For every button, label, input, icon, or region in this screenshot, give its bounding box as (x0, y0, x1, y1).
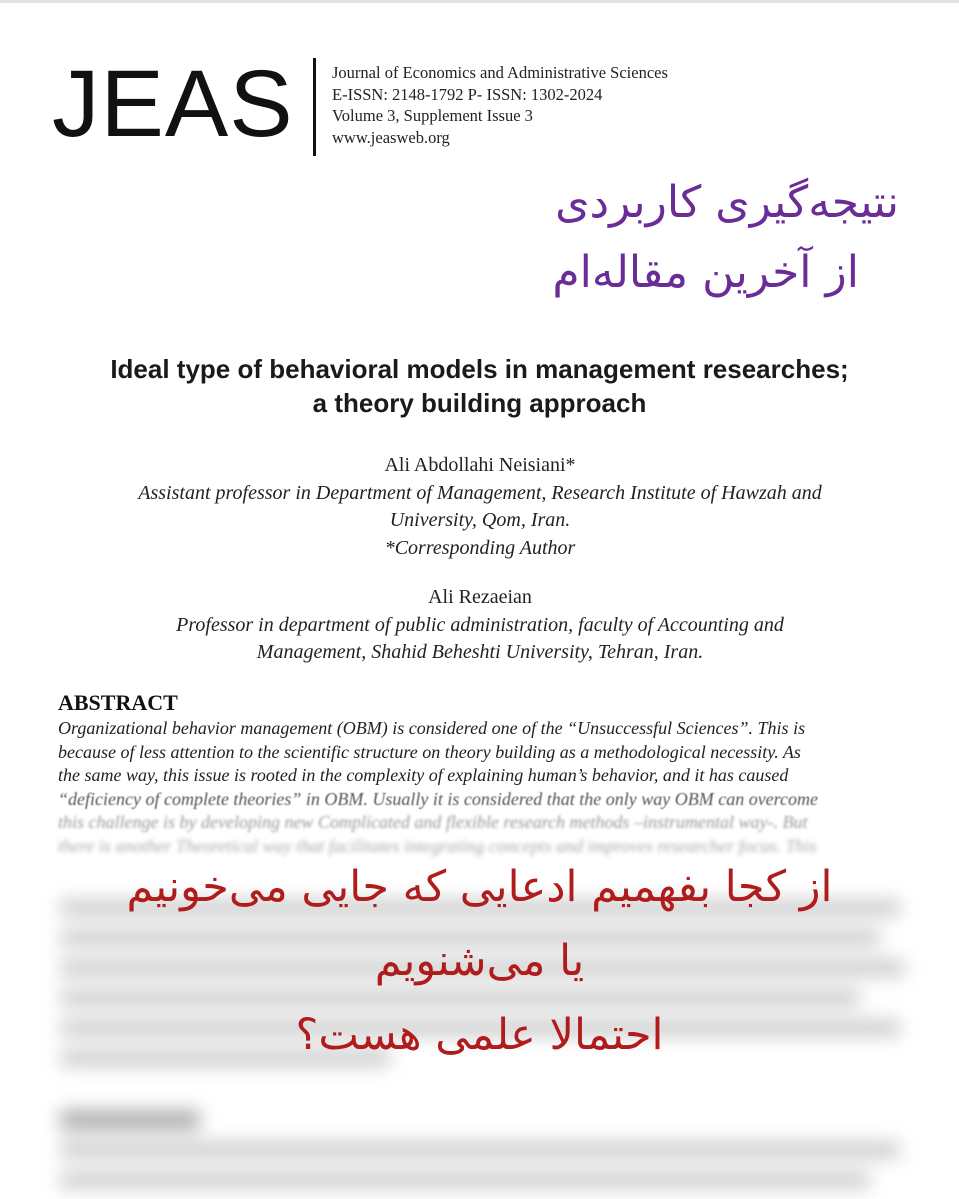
author-block (40, 452, 920, 667)
abstract-line: there is another Theoretical way that facilitates integrating concepts and improves researcher focus. This (58, 835, 817, 856)
top-border (0, 0, 959, 3)
caption-top-line1: نتیجه‌گیری کاربردی (555, 177, 899, 228)
caption-bottom-line2: یا می‌شنویم (374, 936, 585, 986)
journal-name: Journal of Economics and Administrative Sciences (332, 63, 668, 82)
author1-affiliation-line2: University, Qom, Iran. (389, 509, 571, 531)
author2-affiliation-line2: Management, Shahid Beheshti University, Tehran, Iran. (256, 641, 704, 663)
paper-title-line2: a theory building approach (312, 388, 647, 418)
abstract-line: the same way, this issue is rooted in the complexity of explaining human’s behavior, and it has caused (58, 765, 789, 785)
journal-volume: Volume 3, Supplement Issue 3 (332, 106, 533, 125)
abstract-line: because of less attention to the scientific structure on theory building as a methodological necessity. As (58, 741, 801, 762)
caption-bottom-line1: از کجا بفهمیم ادعایی که جایی می‌خونیم (126, 862, 833, 912)
caption-bottom-line3: احتمالا علمی هست؟ (295, 1010, 664, 1060)
author2-affiliation-line1: Professor in department of public administration, faculty of Accounting and (176, 613, 784, 636)
abstract-heading: ABSTRACT (58, 690, 178, 715)
blurred-line (60, 1142, 900, 1158)
abstract-text (58, 717, 903, 858)
caption-bottom (0, 850, 959, 1072)
logo-divider (313, 58, 316, 156)
journal-issn: E-ISSN: 2148-1792 P- ISSN: 1302-2024 (332, 84, 603, 104)
caption-top-line2: از آخرین مقاله‌ام (552, 247, 859, 298)
blurred-line (60, 1172, 870, 1188)
corresponding-author-note: *Corresponding Author (384, 536, 576, 559)
journal-logo: JEAS (52, 51, 294, 157)
blurred-heading (60, 1110, 200, 1130)
author2-name: Ali Rezaeian (428, 586, 532, 608)
journal-website: www.jeasweb.org (332, 127, 450, 147)
abstract-line: this challenge is by developing new Complicated and flexible research methods –instrumental way-. But (58, 812, 808, 832)
abstract-line: “deficiency of complete theories” in OBM. Usually it is considered that the only way OBM can overcome (58, 788, 818, 809)
caption-top (552, 168, 899, 308)
abstract-line: Organizational behavior management (OBM) is considered one of the “Unsuccessful Sciences”. This is (58, 718, 806, 738)
paper-title (0, 352, 959, 420)
author1-name: Ali Abdollahi Neisiani* (384, 454, 576, 476)
paper-title-line1: Ideal type of behavioral models in management researches; (110, 354, 849, 384)
author-spacer (40, 562, 920, 584)
journal-info (332, 62, 668, 148)
author1-affiliation-line1: Assistant professor in Department of Management, Research Institute of Hawzah and (138, 481, 822, 504)
